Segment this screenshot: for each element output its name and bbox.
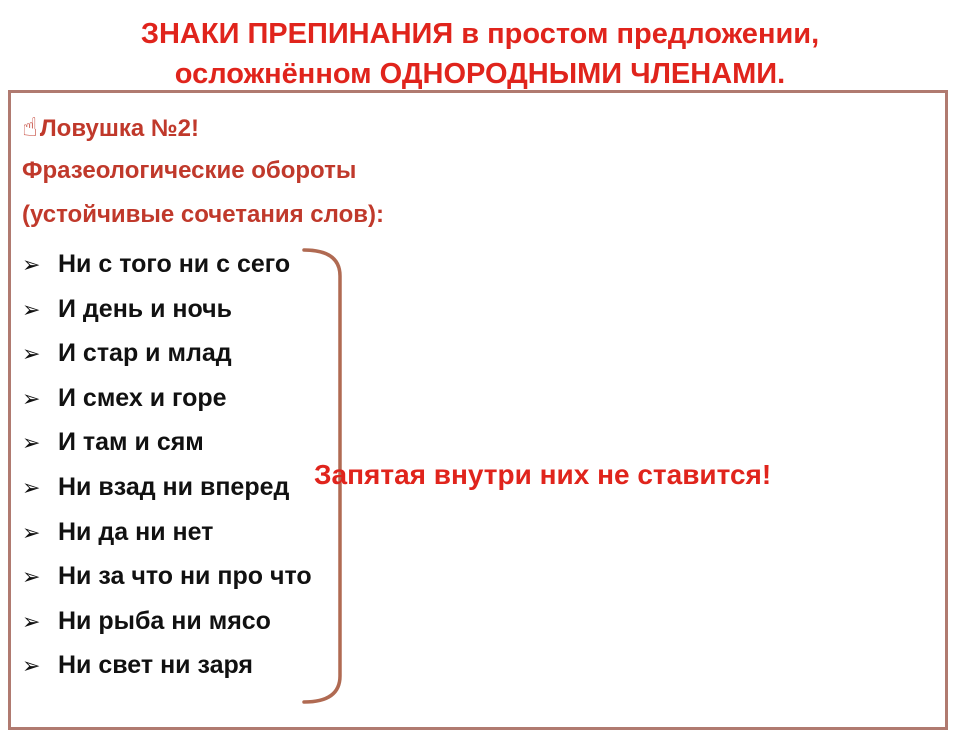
list-item-text: Ни взад ни вперед — [58, 472, 290, 501]
arrow-check-icon: ➢ — [22, 252, 41, 277]
list-item-text: И там и сям — [58, 428, 204, 457]
list-item-text: И день и ночь — [58, 294, 233, 323]
list-item-text: И стар и млад — [58, 339, 232, 368]
list-item — [22, 331, 312, 376]
list-item — [22, 287, 312, 332]
arrow-check-icon: ➢ — [22, 564, 41, 590]
arrow-check-icon: ➢ — [22, 519, 41, 545]
slide-title — [0, 14, 960, 94]
list-item — [22, 420, 312, 465]
arrow-check-icon: ➢ — [22, 474, 41, 500]
list-item — [22, 510, 312, 555]
list-item-text: Ни с того ни с сего — [58, 250, 291, 278]
title-line-2: осложнённом ОДНОРОДНЫМИ ЧЛЕНАМИ. — [174, 58, 786, 90]
list-item — [22, 599, 312, 644]
title-line-1: ЗНАКИ ПРЕПИНАНИЯ в простом предложении, — [140, 18, 820, 50]
arrow-check-icon: ➢ — [22, 653, 41, 679]
arrow-check-icon: ➢ — [22, 385, 41, 411]
list-item-text: Ни свет ни заря — [58, 651, 254, 680]
phraseology-subheading: (устойчивые сочетания слов): — [22, 201, 384, 228]
arrow-check-icon: ➢ — [22, 296, 41, 322]
list-item — [22, 554, 312, 599]
phrase-list — [22, 242, 312, 688]
list-item — [22, 643, 312, 688]
list-item — [22, 242, 312, 287]
trap-heading — [22, 110, 199, 146]
pointing-hand-icon: ☝ — [22, 112, 38, 142]
arrow-check-icon: ➢ — [22, 430, 41, 456]
trap-label: Ловушка №2! — [39, 115, 199, 142]
list-item — [22, 376, 312, 421]
list-item-text: Ни за что ни про что — [58, 562, 312, 591]
phraseology-heading: Фразеологические обороты — [22, 157, 357, 184]
list-item — [22, 465, 312, 510]
list-item-text: Ни да ни нет — [58, 517, 214, 546]
arrow-check-icon: ➢ — [22, 341, 41, 367]
list-item-text: Ни рыба ни мясо — [58, 606, 271, 635]
list-item-text: И смех и горе — [58, 383, 227, 412]
comma-rule-note: Запятая внутри них не ставится! — [314, 459, 772, 490]
arrow-check-icon: ➢ — [22, 608, 41, 634]
